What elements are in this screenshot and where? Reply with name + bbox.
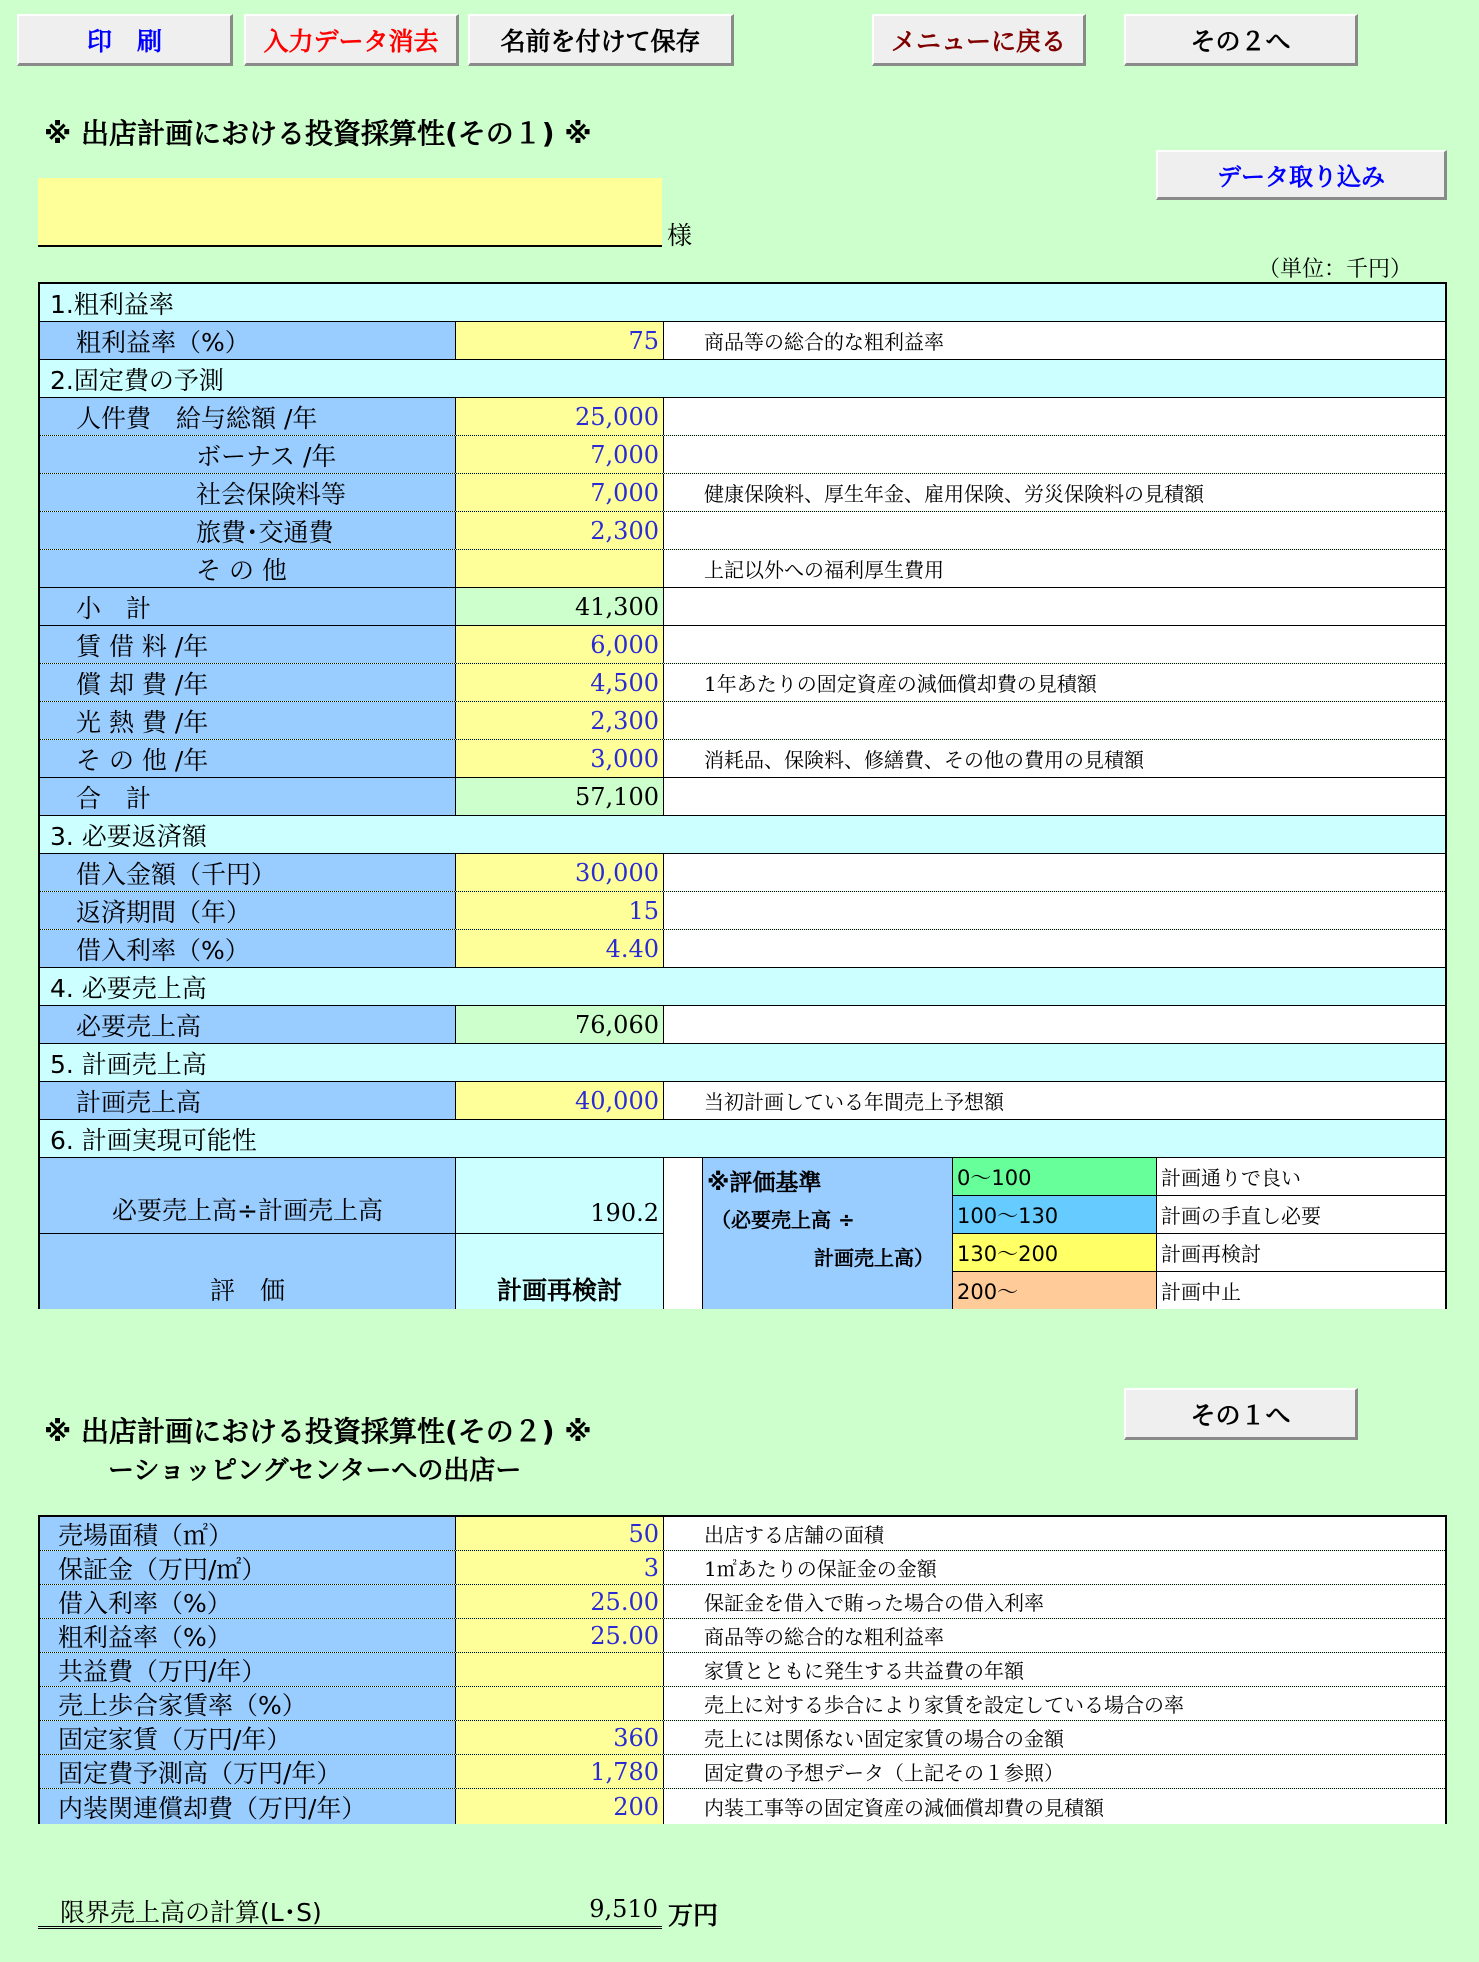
section-header: 5. 計画売上高 (40, 1044, 1445, 1082)
back-to-menu-button[interactable]: メニューに戻る (872, 14, 1086, 66)
fixed-cost-note (664, 398, 1445, 435)
required-sales-value: 76,060 (456, 1006, 664, 1043)
criteria-subtitle: 計画売上高） (814, 1246, 934, 1270)
customer-name-input[interactable] (38, 178, 662, 247)
loan-note (664, 930, 1445, 967)
fixed-cost-label: 社会保険料等 (40, 474, 456, 511)
section2-title: ※ 出店計画における投資採算性(その２) ※ (44, 1415, 592, 1448)
sc-input[interactable]: 25.00 (456, 1585, 664, 1618)
gross-margin-input[interactable]: 75 (456, 322, 664, 359)
loan-note (664, 854, 1445, 891)
criteria-range: 0〜100 (953, 1158, 1157, 1196)
other-cost-input[interactable]: 4,500 (456, 664, 664, 701)
ratio-value: 190.2 (456, 1158, 664, 1234)
break-even-unit: 万円 (668, 1901, 719, 1930)
section-header: 6. 計画実現可能性 (40, 1120, 1445, 1158)
required-sales-label: 必要売上高 (40, 1006, 456, 1043)
other-cost-label: そ の 他 /年 (40, 740, 456, 777)
sc-note: 固定費の予想データ（上記その１参照） (664, 1755, 1445, 1788)
fixed-cost-input[interactable]: 25,000 (456, 398, 664, 435)
sc-note: 内装工事等の固定資産の減価償却費の見積額 (664, 1789, 1445, 1824)
loan-period-input[interactable]: 15 (456, 892, 664, 929)
sc-input[interactable]: 1,780 (456, 1755, 664, 1788)
required-sales-note (664, 1006, 1445, 1043)
total-value: 57,100 (456, 778, 664, 815)
break-even-row (38, 1893, 662, 1929)
criteria-title: ※評価基準 (707, 1170, 822, 1196)
other-cost-note: 1年あたりの固定資産の減価償却費の見積額 (664, 664, 1445, 701)
planned-sales-label: 計画売上高 (40, 1082, 456, 1119)
evaluation-label: 評 価 (40, 1234, 456, 1309)
fixed-cost-input[interactable]: 7,000 (456, 474, 664, 511)
criteria-result: 計画通りで良い (1157, 1158, 1445, 1196)
print-button[interactable]: 印 刷 (17, 14, 233, 66)
loan-note (664, 892, 1445, 929)
fixed-cost-label: 旅費･交通費 (40, 512, 456, 549)
fixed-cost-note (664, 436, 1445, 473)
shopping-center-table (38, 1515, 1447, 1824)
loan-amount-input[interactable]: 30,000 (456, 854, 664, 891)
other-cost-label: 光 熱 費 /年 (40, 702, 456, 739)
fixed-cost-label: ボーナス /年 (40, 436, 456, 473)
section1-title: ※ 出店計画における投資採算性(その１) ※ (44, 117, 592, 150)
sc-input[interactable]: 3 (456, 1551, 664, 1584)
sc-input[interactable] (456, 1687, 664, 1720)
section-header: 3. 必要返済額 (40, 816, 1445, 854)
criteria-table (953, 1158, 1445, 1309)
sc-input[interactable]: 50 (456, 1517, 664, 1550)
sc-label: 売上歩合家賃率（%） (40, 1687, 456, 1720)
clear-input-button[interactable]: 入力データ消去 (244, 14, 459, 66)
to-page2-button[interactable]: その２へ (1124, 14, 1358, 66)
fixed-cost-input[interactable]: 7,000 (456, 436, 664, 473)
fixed-cost-input[interactable] (456, 550, 664, 587)
subtotal-value: 41,300 (456, 588, 664, 625)
sc-label: 売場面積（㎡） (40, 1517, 456, 1550)
section-header: 1.粗利益率 (40, 284, 1445, 322)
total-note (664, 778, 1445, 815)
loan-period-label: 返済期間（年） (40, 892, 456, 929)
customer-suffix: 様 (667, 221, 693, 250)
loan-rate-input[interactable]: 4.40 (456, 930, 664, 967)
sc-label: 保証金（万円/㎡） (40, 1551, 456, 1584)
other-cost-label: 賃 借 料 /年 (40, 626, 456, 663)
criteria-subtitle: （必要売上高 ÷ (711, 1208, 855, 1232)
subtotal-label: 小 計 (40, 588, 456, 625)
section2-subtitle: ーショッピングセンターへの出店ー (108, 1456, 522, 1486)
sc-label: 粗利益率（%） (40, 1619, 456, 1652)
total-label: 合 計 (40, 778, 456, 815)
sc-input[interactable]: 25.00 (456, 1619, 664, 1652)
sc-label: 共益費（万円/年） (40, 1653, 456, 1686)
data-import-button[interactable]: データ取り込み (1156, 150, 1447, 200)
other-cost-input[interactable]: 3,000 (456, 740, 664, 777)
sc-note: 商品等の総合的な粗利益率 (664, 1619, 1445, 1652)
criteria-range: 130〜200 (953, 1234, 1157, 1272)
evaluation-result: 計画再検討 (456, 1234, 664, 1309)
other-cost-note: 消耗品、保険料、修繕費、その他の費用の見積額 (664, 740, 1445, 777)
loan-amount-label: 借入金額（千円） (40, 854, 456, 891)
sc-label: 内装関連償却費（万円/年） (40, 1789, 456, 1824)
break-even-value: 9,510 (589, 1895, 658, 1923)
sc-note: 売上には関係ない固定家賃の場合の金額 (664, 1721, 1445, 1754)
criteria-range: 100〜130 (953, 1196, 1157, 1234)
section-header: 4. 必要売上高 (40, 968, 1445, 1006)
sc-note: 保証金を借入で賄った場合の借入利率 (664, 1585, 1445, 1618)
sc-note: 出店する店舗の面積 (664, 1517, 1445, 1550)
planned-sales-note: 当初計画している年間売上予想額 (664, 1082, 1445, 1119)
criteria-result: 計画中止 (1157, 1272, 1445, 1309)
criteria-title-box (702, 1158, 953, 1309)
section-header: 2.固定費の予測 (40, 360, 1445, 398)
sc-input[interactable]: 360 (456, 1721, 664, 1754)
planned-sales-input[interactable]: 40,000 (456, 1082, 664, 1119)
sc-label: 固定費予測高（万円/年） (40, 1755, 456, 1788)
fixed-cost-note (664, 512, 1445, 549)
sc-input[interactable]: 200 (456, 1789, 664, 1824)
sc-input[interactable] (456, 1653, 664, 1686)
subtotal-note (664, 588, 1445, 625)
ratio-label: 必要売上高÷計画売上高 (40, 1158, 456, 1234)
loan-rate-label: 借入利率（%） (40, 930, 456, 967)
to-page1-button[interactable]: その１へ (1124, 1388, 1358, 1440)
gross-margin-label: 粗利益率（%） (40, 322, 456, 359)
profitability-table (38, 282, 1447, 1309)
sc-label: 固定家賃（万円/年） (40, 1721, 456, 1754)
break-even-label: 限界売上高の計算(L･S) (60, 1898, 322, 1927)
fixed-cost-note: 上記以外への福利厚生費用 (664, 550, 1445, 587)
other-cost-input[interactable]: 2,300 (456, 702, 664, 739)
fixed-cost-label: 人件費 給与総額 /年 (40, 398, 456, 435)
other-cost-input[interactable]: 6,000 (456, 626, 664, 663)
fixed-cost-input[interactable]: 2,300 (456, 512, 664, 549)
criteria-result: 計画の手直し必要 (1157, 1196, 1445, 1234)
fixed-cost-label: そ の 他 (40, 550, 456, 587)
fixed-cost-note: 健康保険料、厚生年金、雇用保険、労災保険料の見積額 (664, 474, 1445, 511)
other-cost-label: 償 却 費 /年 (40, 664, 456, 701)
sc-note: 家賃とともに発生する共益費の年額 (664, 1653, 1445, 1686)
save-as-button[interactable]: 名前を付けて保存 (468, 14, 734, 66)
other-cost-note (664, 702, 1445, 739)
criteria-range: 200〜 (953, 1272, 1157, 1309)
sc-note: 売上に対する歩合により家賃を設定している場合の率 (664, 1687, 1445, 1720)
gross-margin-note: 商品等の総合的な粗利益率 (664, 322, 1445, 359)
criteria-result: 計画再検討 (1157, 1234, 1445, 1272)
sc-note: 1㎡あたりの保証金の金額 (664, 1551, 1445, 1584)
sc-label: 借入利率（%） (40, 1585, 456, 1618)
unit-label: （単位：千円） (1258, 257, 1413, 282)
other-cost-note (664, 626, 1445, 663)
